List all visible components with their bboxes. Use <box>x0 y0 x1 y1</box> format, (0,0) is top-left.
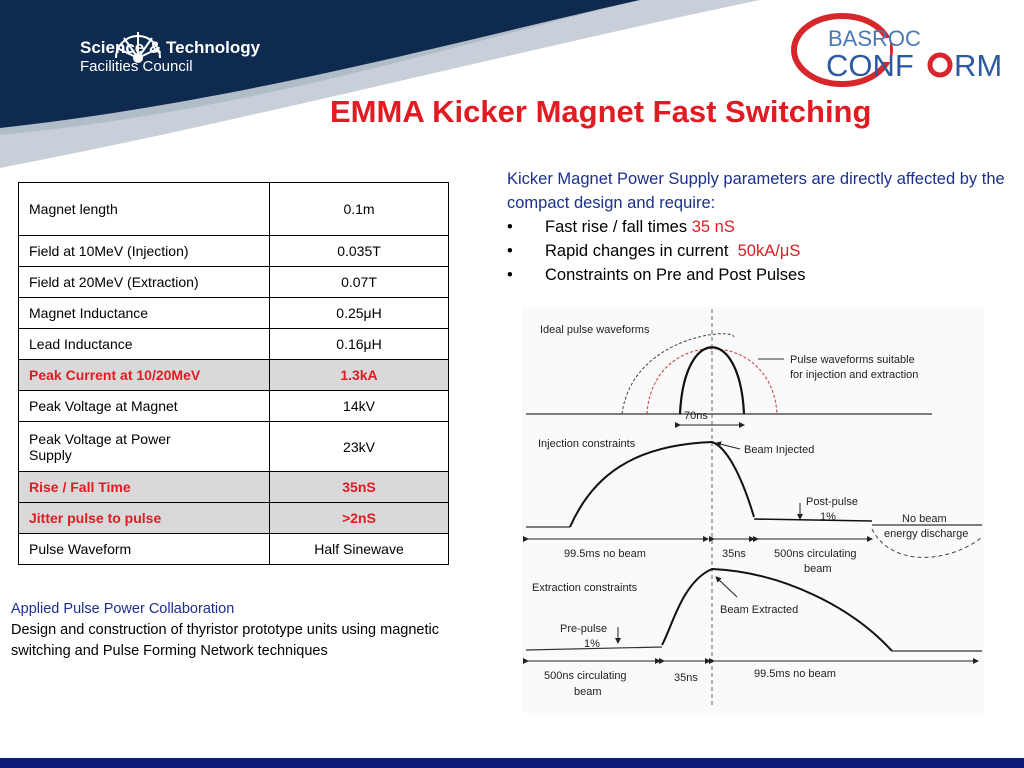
param-label: Rise / Fall Time <box>19 472 270 503</box>
table-row-highlight <box>19 472 449 503</box>
list-item-content <box>545 215 735 239</box>
list-item-content <box>545 239 800 263</box>
suitable-label-1: Pulse waveforms suitable <box>790 354 915 366</box>
param-label: Lead Inductance <box>19 329 270 360</box>
param-value: >2nS <box>270 503 449 534</box>
table-row-highlight <box>19 360 449 391</box>
no-beam-label-1: No beam <box>902 513 947 525</box>
param-value: 35nS <box>270 472 449 503</box>
param-label: Peak Current at 10/20MeV <box>19 360 270 391</box>
table-row <box>19 183 449 236</box>
list-item <box>507 263 1007 287</box>
beam-extracted-label: Beam Extracted <box>720 604 799 616</box>
table-row-highlight <box>19 503 449 534</box>
inj-seg1-label: 99.5ms no beam <box>564 548 646 560</box>
table-row <box>19 534 449 565</box>
param-value: 23kV <box>270 422 449 472</box>
list-item-text: Rapid changes in current <box>545 242 738 260</box>
post-pulse-pct: 1% <box>820 511 836 523</box>
list-item <box>507 215 1007 239</box>
injection-pulse <box>570 442 754 527</box>
param-value: 0.25μH <box>270 298 449 329</box>
org-name-line1: Science & Technology <box>80 38 261 57</box>
list-item-content <box>545 263 805 287</box>
param-value: 0.1m <box>270 183 449 236</box>
applied-body: Design and construction of thyristor prototype units using magnetic switching and Pulse Forming Network techniques <box>11 622 439 659</box>
no-beam-label-2: energy discharge <box>884 528 969 540</box>
param-value: Half Sinewave <box>270 534 449 565</box>
list-item-text: Fast rise / fall times <box>545 218 692 236</box>
table-row <box>19 422 449 472</box>
param-value: 14kV <box>270 391 449 422</box>
logo-basroc-text: BASROC <box>828 26 921 51</box>
param-label: Field at 20MeV (Extraction) <box>19 267 270 298</box>
param-label: Magnet length <box>19 183 270 236</box>
requirements-list <box>507 215 1007 287</box>
param-value: 0.16μH <box>270 329 449 360</box>
injection-label: Injection constraints <box>538 438 636 450</box>
inj-seg3-label-1: 500ns circulating <box>774 548 857 560</box>
org-name-line2: Facilities Council <box>80 58 193 75</box>
logo-rm-text: RM <box>954 48 1003 83</box>
param-label: Pulse Waveform <box>19 534 270 565</box>
param-label: Jitter pulse to pulse <box>19 503 270 534</box>
ext-seg2-label: 35ns <box>674 672 698 684</box>
beam-extracted-pointer <box>716 577 737 597</box>
post-pulse-level <box>754 519 872 521</box>
page-title: EMMA Kicker Magnet Fast Switching <box>330 94 872 129</box>
param-label: Peak Voltage at Magnet <box>19 391 270 422</box>
ext-seg1-label-2: beam <box>574 686 602 698</box>
org-name <box>80 38 260 76</box>
table-row <box>19 298 449 329</box>
parameter-table <box>18 182 449 565</box>
ext-seg3-label: 99.5ms no beam <box>754 668 836 680</box>
ideal-grey-pulse <box>622 334 734 414</box>
list-item <box>507 239 1007 263</box>
applied-title: Applied Pulse Power Collaboration <box>11 601 235 617</box>
table-row <box>19 391 449 422</box>
inj-seg2-label: 35ns <box>722 548 746 560</box>
bullet: • <box>507 242 513 260</box>
list-item-highlight: 50kA/μS <box>737 242 801 260</box>
bullet: • <box>507 218 513 236</box>
param-label: Field at 10MeV (Injection) <box>19 236 270 267</box>
post-pulse-label: Post-pulse <box>806 496 858 508</box>
param-value: 1.3kA <box>270 360 449 391</box>
table-row <box>19 267 449 298</box>
requirements-intro: Kicker Magnet Power Supply parameters are directly affected by the compact design and require: <box>507 170 1005 212</box>
ext-seg1-label-1: 500ns circulating <box>544 670 627 682</box>
param-value: 0.07T <box>270 267 449 298</box>
pre-pulse-label: Pre-pulse <box>560 623 608 635</box>
waveform-diagram <box>522 307 984 713</box>
bullet: • <box>507 266 513 284</box>
width-label: 70ns <box>684 410 708 422</box>
ideal-label: Ideal pulse waveforms <box>540 324 650 336</box>
table-row <box>19 329 449 360</box>
table-row <box>19 236 449 267</box>
beam-injected-label: Beam Injected <box>744 444 815 456</box>
list-item-text: Constraints on Pre and Post Pulses <box>545 266 806 284</box>
param-value: 0.035T <box>270 236 449 267</box>
list-item-highlight: 35 nS <box>691 218 735 236</box>
basroc-conform-logo <box>788 10 1010 88</box>
footer-bar <box>0 758 1024 768</box>
logo-conf-text: CONF <box>826 48 914 83</box>
param-label: Magnet Inductance <box>19 298 270 329</box>
inj-seg3-label-2: beam <box>804 563 832 575</box>
suitable-label-2: for injection and extraction <box>790 369 919 381</box>
pre-pulse-pct: 1% <box>584 638 600 650</box>
applied-collaboration <box>11 599 481 662</box>
extraction-label: Extraction constraints <box>532 582 638 594</box>
param-label: Peak Voltage at Power Supply <box>19 422 270 472</box>
